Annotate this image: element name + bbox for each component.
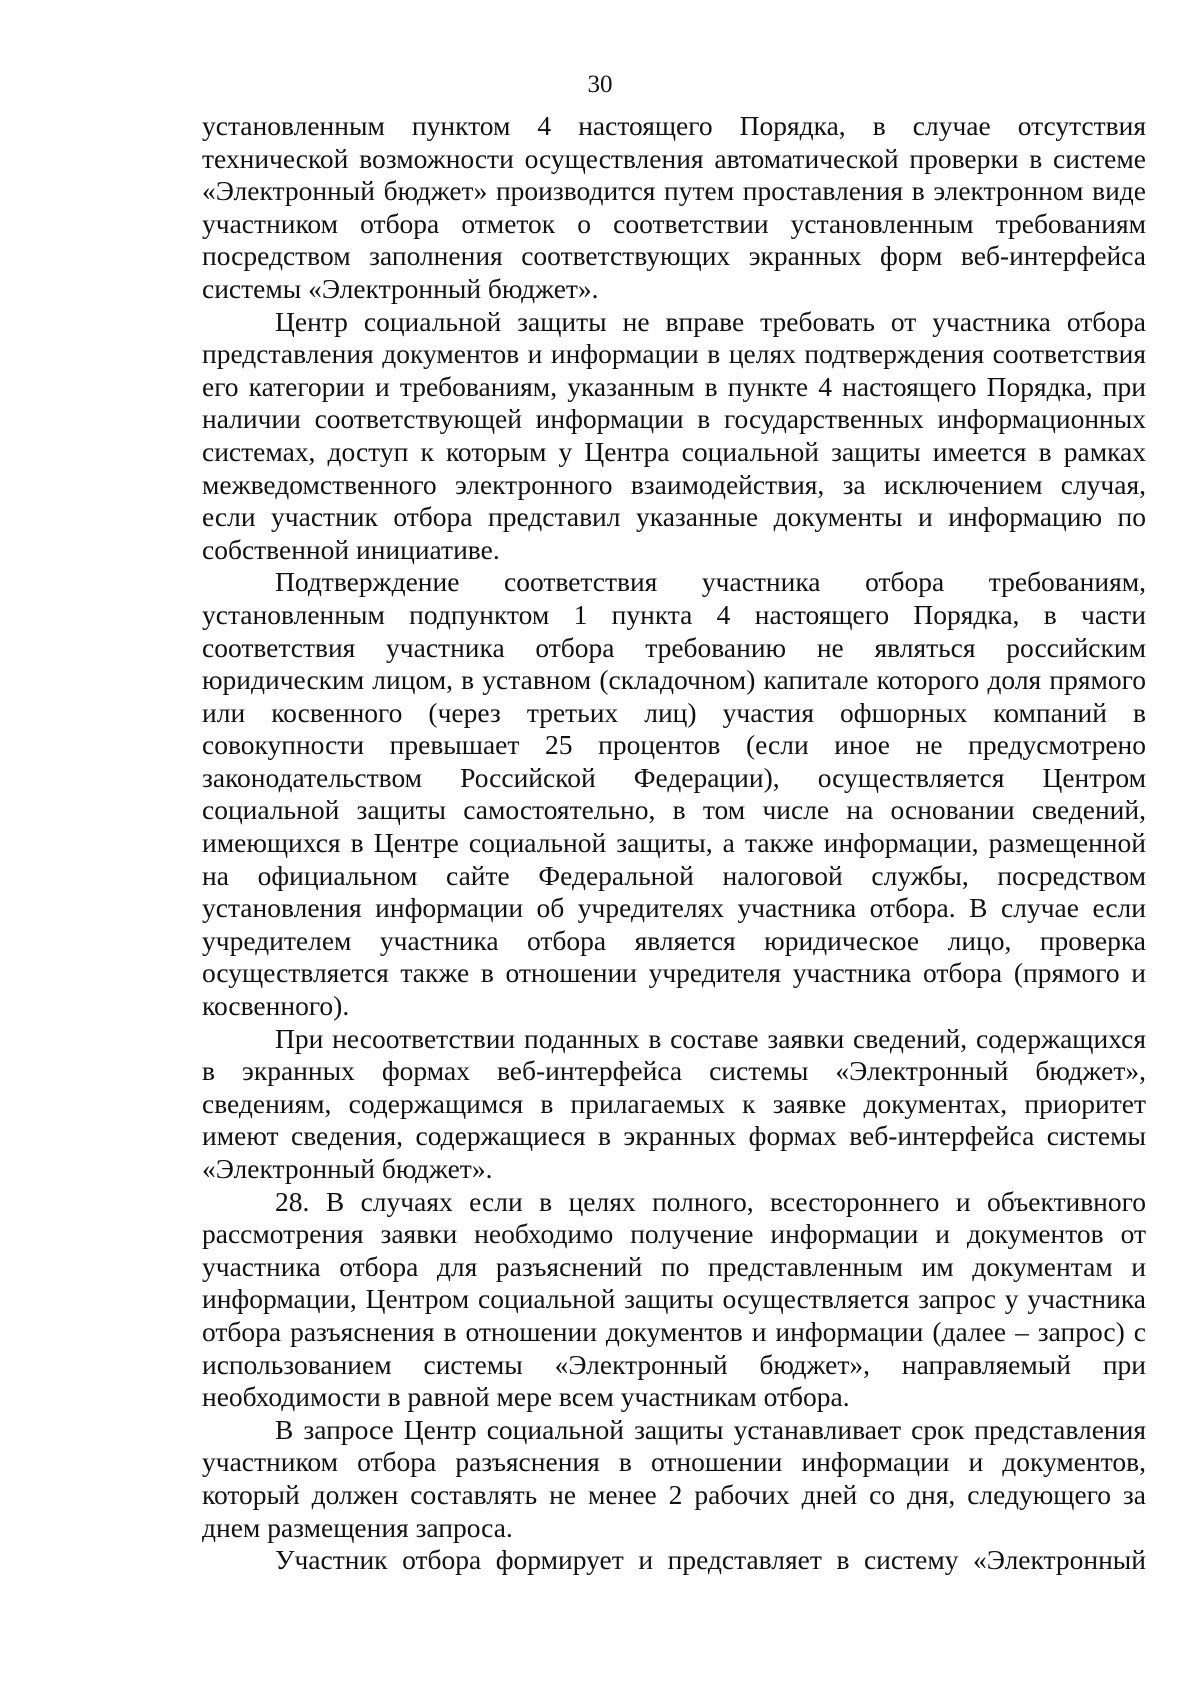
page-number: 30: [587, 71, 613, 98]
document-body: [202, 110, 1146, 1577]
paragraph-no-document-demand: Центр социальной защиты не вправе требовать от участника отбора представления документов и информации в целях подтверждения соответствия его категории и требованиям, указанным в пункте 4 настоящего Порядка, при наличии соответствующей информации в государственных информационных системах, доступ к которым у Центра социальной защиты имеется в рамках межведомственного электронного взаимодействия, за исключением случая, если участник отбора представил указанные документы и информацию по собственной инициативе.: [202, 305, 1146, 565]
paragraph-priority-of-forms: При несоответствии поданных в составе заявки сведений, содержащихся в экранных формах веб-интерфейса системы «Электронный бюджет», сведениям, содержащимся в прилагаемых к заявке документах, приоритет имеют сведения, содержащиеся в экранных формах веб-интерфейса системы «Электронный бюджет».: [202, 1022, 1146, 1184]
paragraph-request-deadline: В запросе Центр социальной защиты устанавливает срок представления участником отбора разъяснения в отношении информации и документов, который должен составлять не менее 2 рабочих дней со дня, следующего за днем размещения запроса.: [202, 1413, 1146, 1543]
paragraph-offshore-check: Подтверждение соответствия участника отбора требованиям, установленным подпунктом 1 пункта 4 настоящего Порядка, в части соответствия участника отбора требованию не являться российским юридическим лицом, в уставном (складочном) капитале которого доля прямого или косвенного (через третьих лиц) участия офшорных компаний в совокупности превышает 25 процентов (если иное не предусмотрено законодательством Российской Федерации), осуществляется Центром социальной защиты самостоятельно, в том числе на основании сведений, имеющихся в Центре социальной защиты, а также информации, размещенной на официальном сайте Федеральной налоговой службы, посредством установления информации об учредителях участника отбора. В случае если учредителем участника отбора является юридическое лицо, проверка осуществляется также в отношении учредителя участника отбора (прямого и косвенного).: [202, 566, 1146, 1022]
paragraph-participant-submits: Участник отбора формирует и представляет в систему «Электронный: [275, 1544, 1146, 1576]
paragraph-item-28: 28. В случаях если в целях полного, всестороннего и объективного рассмотрения заявки необходимо получение информации и документов от участника отбора для разъяснений по представленным им документам и информации, Центром социальной защиты осуществляется запрос у участника отбора разъяснения в отношении документов и информации (далее – запрос) с использованием системы «Электронный бюджет», направляемый при необходимости в равной мере всем участникам отбора.: [202, 1185, 1146, 1413]
paragraph-continuation: установленным пунктом 4 настоящего Порядка, в случае отсутствия технической возможности осуществления автоматической проверки в системе «Электронный бюджет» производится путем проставления в электронном виде участником отбора отметок о соответствии установленным требованиям посредством заполнения соответствующих экранных форм веб-интерфейса системы «Электронный бюджет».: [202, 110, 1146, 304]
